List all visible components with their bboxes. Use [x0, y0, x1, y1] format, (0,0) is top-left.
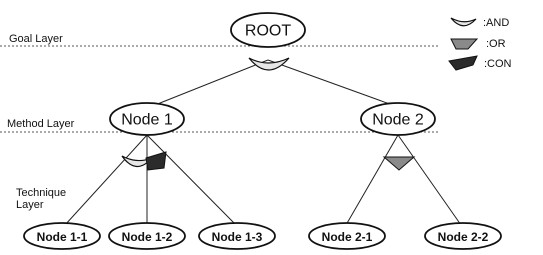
node-1-2 — [109, 223, 185, 249]
node-1-3 — [199, 223, 275, 249]
legend-and-icon — [451, 18, 476, 26]
node-2-1 — [309, 223, 385, 249]
node-1-2-label: Node 1-2 — [121, 230, 173, 244]
node-1-3-label: Node 1-3 — [211, 230, 263, 244]
node-1 — [110, 103, 184, 135]
node-2-label: Node 2 — [372, 111, 424, 129]
con-connector-node1 — [146, 152, 166, 170]
legend-con-label: :CON — [484, 58, 512, 70]
node-1-label: Node 1 — [121, 111, 173, 129]
method-layer-label: Method Layer — [7, 118, 75, 130]
node-1-1 — [24, 223, 100, 249]
node-2-1-label: Node 2-1 — [321, 230, 373, 244]
node-2-2 — [425, 223, 501, 249]
edge-node2-node2-1 — [346, 135, 398, 225]
goal-layer-label: Goal Layer — [9, 33, 63, 45]
and-connector-root — [249, 58, 289, 70]
node-2 — [361, 103, 435, 135]
edge-node1-node1-1 — [65, 135, 147, 225]
node-root-label: ROOT — [244, 22, 292, 40]
node-2-2-label: Node 2-2 — [437, 230, 489, 244]
edge-root-node1 — [150, 60, 268, 107]
technique-layer-label-line2: Layer — [16, 199, 44, 211]
edge-node1-node1-3 — [147, 135, 236, 225]
legend-or-label: :OR — [486, 38, 506, 50]
or-connector-node2 — [384, 157, 414, 170]
technique-layer-label-line1: Technique — [16, 187, 67, 199]
legend-or-icon — [451, 39, 477, 49]
legend-con-icon — [449, 56, 477, 70]
edge-node2-node2-2 — [398, 135, 461, 225]
legend — [449, 17, 512, 70]
legend-and-label: :AND — [483, 17, 510, 29]
node-1-1-label: Node 1-1 — [36, 230, 88, 244]
node-root — [231, 13, 305, 47]
edge-root-node2 — [268, 60, 398, 107]
